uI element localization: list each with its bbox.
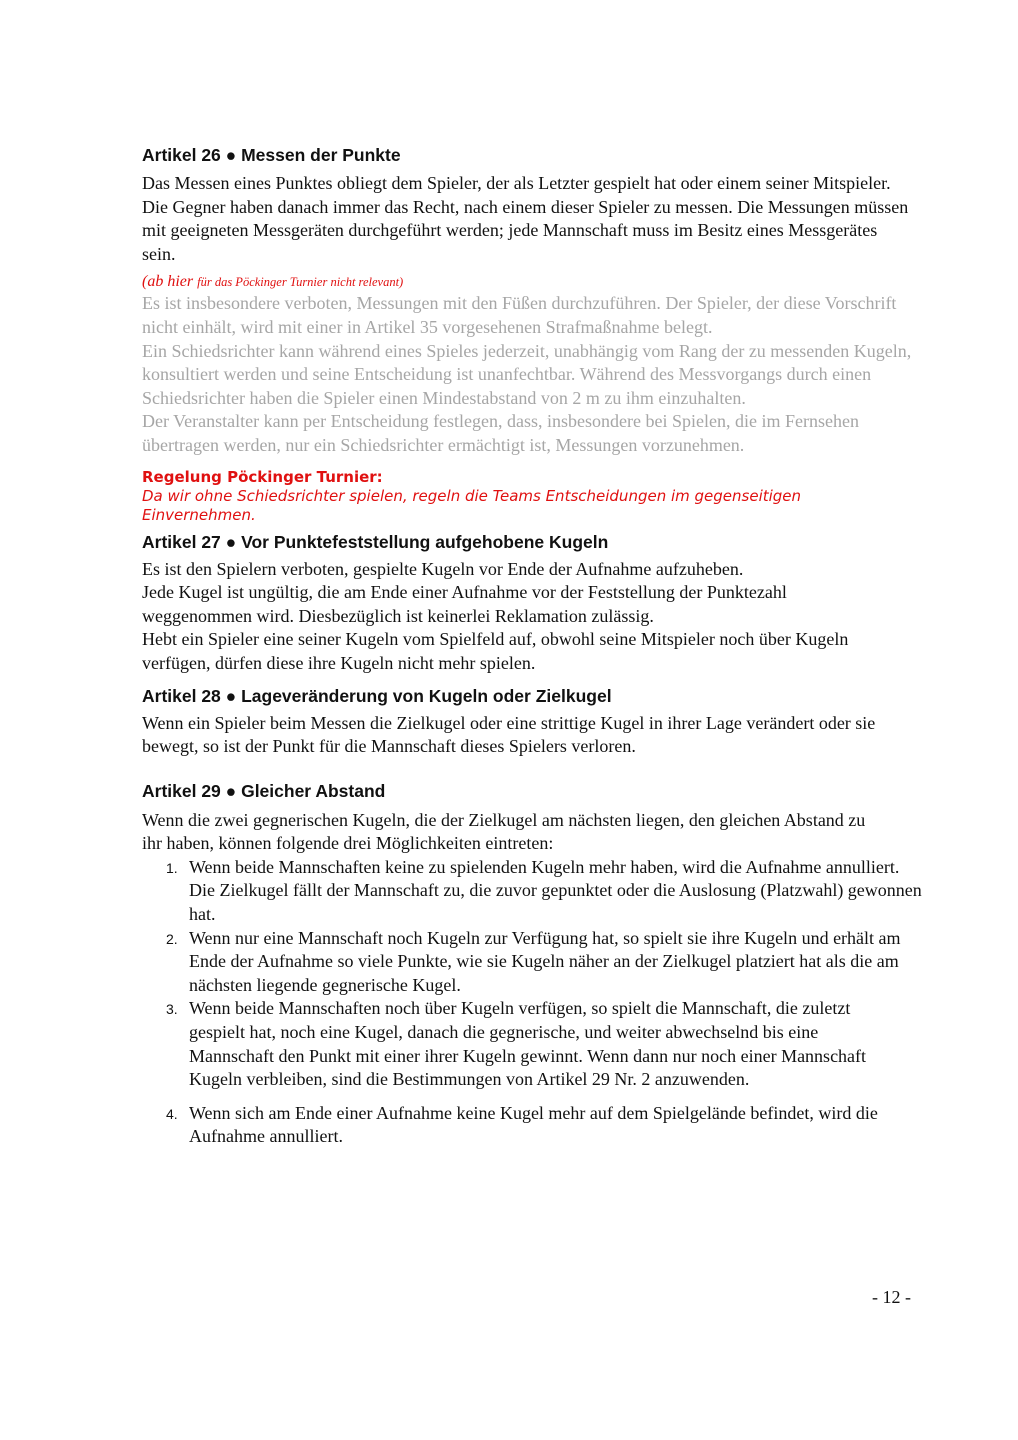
list-item <box>142 997 927 1091</box>
note-prefix: (ab hier <box>142 273 194 291</box>
faded-paragraph: Es ist insbesondere verboten, Messungen mit den Füßen durchzuführen. Der Spieler, der diese Vorschrift nicht einhält, wird mit einer in Artikel 35 vorgesehenen Strafmaßnahme belegt. <box>142 293 897 337</box>
article-27-heading: Artikel 27 ● Vor Punktefeststellung aufgehobene Kugeln <box>142 531 609 552</box>
faded-paragraph: Ein Schiedsrichter kann während eines Spieles jederzeit, unabhängig vom Rang der zu messenden Kugeln, konsultiert werden und seine Entscheidung ist unanfechtbar. Während des Messvorgangs durch einen Schiedsrichter haben die Spieler einen Mindestabstand von 2 m zu ihm einzuhalten. <box>142 340 912 408</box>
list-item <box>142 856 927 927</box>
regelung-text: Da wir ohne Schiedsrichter spielen, regeln die Teams Entscheidungen im gegenseitigen Einvernehmen. <box>142 486 802 524</box>
list-item-number: 3. <box>166 1001 178 1018</box>
article-28-body <box>142 712 917 759</box>
article-29-heading: Artikel 29 ● Gleicher Abstand <box>142 780 386 801</box>
not-relevant-note <box>142 272 932 292</box>
list-item-number: 1. <box>166 859 178 876</box>
article-27-paragraph: Es ist den Spielern verboten, gespielte Kugeln vor Ende der Aufnahme aufzuheben. <box>142 558 744 579</box>
list-item-text: Wenn beide Mannschaften noch über Kugeln verfügen, so spielt die Mannschaft, die zuletzt gespielt hat, noch eine Kugel, danach die gegnerische, und weiter abwechselnd bis eine Mannschaft den Punkt mit einer ihrer Kugeln gewinnt. Wenn dann nur noch einer Mannschaft Kugeln verbleiben, sind die Bestimmungen von Artikel 29 Nr. 2 anzuwenden. <box>189 998 867 1090</box>
list-item-number: 4. <box>166 1105 178 1122</box>
note-suffix: für das Pöckinger Turnier nicht relevant) <box>197 275 404 290</box>
article-26 <box>142 143 932 525</box>
article-26-heading: Artikel 26 ● Messen der Punkte <box>142 145 401 165</box>
article-28 <box>142 684 932 759</box>
page-content <box>142 143 932 1149</box>
faded-paragraph: Der Veranstalter kann per Entscheidung festlegen, dass, insbesondere bei Spielen, die im Fernsehen übertragen werden, nur ein Schiedsrichter ermächtigt ist, Messungen vorzunehmen. <box>142 411 859 455</box>
article-28-paragraph: Wenn ein Spieler beim Messen die Zielkugel oder eine strittige Kugel in ihrer Lage verändert oder sie bewegt, so ist der Punkt für die Mannschaft dieses Spielers verloren. <box>142 712 876 757</box>
article-29-list <box>142 856 927 1149</box>
article-27-paragraph: Jede Kugel ist ungültig, die am Ende einer Aufnahme vor der Feststellung der Punktezahl weggenommen wird. Diesbezüglich ist keinerlei Reklamation zulässig. <box>142 582 787 626</box>
list-item-text: Wenn sich am Ende einer Aufnahme keine Kugel mehr auf dem Spielgelände befindet, wird die Aufnahme annulliert. <box>189 1102 878 1147</box>
list-item-text: Wenn nur eine Mannschaft noch Kugeln zur Verfügung hat, so spielt sie ihre Kugeln und erhält am Ende der Aufnahme so viele Punkte, wie sie Kugeln näher an der Zielkugel platziert hat als die am nächsten liegende gegnerische Kugel. <box>189 927 901 995</box>
regelung-block <box>142 468 932 525</box>
article-26-paragraph: Das Messen eines Punktes obliegt dem Spieler, der als Letzter gespielt hat oder einem seiner Mitspieler. Die Gegner haben danach immer das Recht, nach einem dieser Spieler zu messen. Die Messungen müssen mit geeigneten Messgeräten durchgeführt werden; jede Mannschaft muss im Besitz eines Messgerätes sein. <box>142 173 909 264</box>
list-item-number: 2. <box>166 930 178 947</box>
article-28-heading: Artikel 28 ● Lageveränderung von Kugeln oder Zielkugel <box>142 685 612 706</box>
article-29-paragraph: Wenn die zwei gegnerischen Kugeln, die der Zielkugel am nächsten liegen, den gleichen Abstand zu ihr haben, können folgende drei Möglichkeiten eintreten: <box>142 809 866 854</box>
list-item <box>142 927 927 998</box>
article-27-body <box>142 558 887 676</box>
article-29-body <box>142 809 872 856</box>
article-27 <box>142 530 932 676</box>
list-item <box>142 1102 927 1149</box>
list-item-text: Wenn beide Mannschaften keine zu spielenden Kugeln mehr haben, wird die Aufnahme annulliert. Die Zielkugel fällt der Mannschaft zu, die zuvor gepunktet oder die Auslosung (Platzwahl) gewonnen hat. <box>189 856 922 925</box>
article-26-body <box>142 172 932 266</box>
page-number: - 12 - <box>872 1287 911 1307</box>
article-29 <box>142 779 932 1149</box>
article-26-faded-body <box>142 292 922 457</box>
regelung-title: Regelung Pöckinger Turnier: <box>142 467 383 486</box>
article-27-paragraph: Hebt ein Spieler eine seiner Kugeln vom Spielfeld auf, obwohl seine Mitspieler noch über Kugeln verfügen, dürfen diese ihre Kugeln nicht mehr spielen. <box>142 629 849 673</box>
